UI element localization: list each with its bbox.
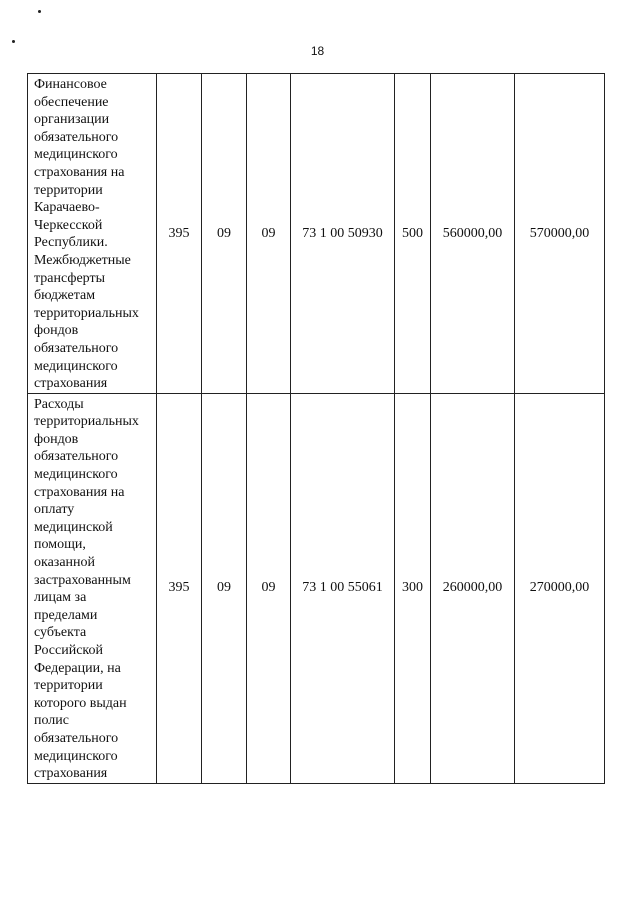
amount-year-1: 560000,00 bbox=[431, 74, 515, 394]
ministry-code: 395 bbox=[157, 393, 202, 783]
target-article-code: 73 1 00 50930 bbox=[291, 74, 395, 394]
page-number: 18 bbox=[310, 44, 325, 58]
ministry-code: 395 bbox=[157, 74, 202, 394]
expense-type-code: 500 bbox=[395, 74, 431, 394]
row-description: Расходы территориальных фондов обязательного медицинского страхования на оплату медицинской помощи, оказанной застрахованным лицам за пределами субъекта Российской Федерации, на территории которого выдан полис обязательного медицинского страхования bbox=[28, 393, 157, 783]
table-row bbox=[28, 393, 605, 783]
scan-speck bbox=[38, 10, 41, 13]
subsection-code: 09 bbox=[247, 74, 291, 394]
amount-year-2: 270000,00 bbox=[515, 393, 605, 783]
amount-year-1: 260000,00 bbox=[431, 393, 515, 783]
section-code: 09 bbox=[202, 74, 247, 394]
table-row bbox=[28, 74, 605, 394]
budget-table bbox=[27, 73, 605, 784]
row-description: Финансовое обеспечение организации обязательного медицинского страхования на территории Карачаево-Черкесской Республики. Межбюджетные трансферты бюджетам территориальных фондов обязательного медицинского страхования bbox=[28, 74, 157, 394]
expense-type-code: 300 bbox=[395, 393, 431, 783]
scan-speck bbox=[12, 40, 15, 43]
section-code: 09 bbox=[202, 393, 247, 783]
amount-year-2: 570000,00 bbox=[515, 74, 605, 394]
target-article-code: 73 1 00 55061 bbox=[291, 393, 395, 783]
subsection-code: 09 bbox=[247, 393, 291, 783]
